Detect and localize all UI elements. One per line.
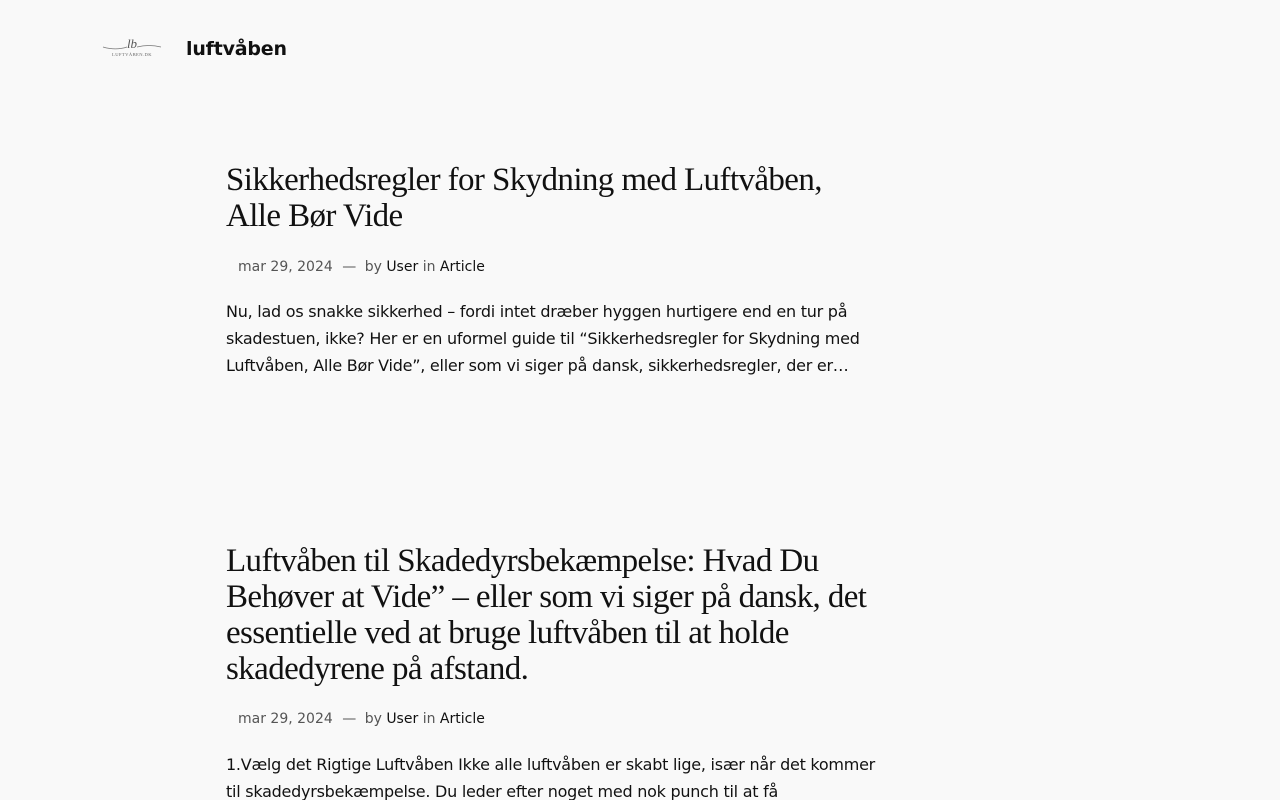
site-header xyxy=(0,0,1280,100)
by-label: by xyxy=(364,711,382,727)
meta-separator: — xyxy=(342,259,357,275)
post-date[interactable]: mar 29, 2024 xyxy=(238,711,333,727)
in-label: in xyxy=(422,259,436,275)
meta-separator: — xyxy=(342,711,357,727)
post-category-link[interactable]: Article xyxy=(439,259,485,275)
by-label: by xyxy=(364,259,382,275)
post-author-link[interactable]: User xyxy=(386,711,419,727)
post-title xyxy=(226,162,876,234)
post-excerpt: 1.Vælg det Rigtige Luftvåben Ikke alle luftvåben er skabt lige, især når det kommer til skadedyrsbekæmpelse. Du leder efter noget med nok punch til at få xyxy=(226,755,875,800)
post-excerpt: Nu, lad os snakke sikkerhed – fordi intet dræber hyggen hurtigere end en tur på skadestuen, ikke? Her er en uformel guide til “Sikkerhedsregler for Skydning med Luftvåben, Alle Bør Vide”, eller som vi siger på dansk, sikkerhedsregler, der er… xyxy=(226,302,860,375)
site-logo[interactable] xyxy=(101,34,163,60)
post-author-link[interactable]: User xyxy=(386,259,419,275)
post-title xyxy=(226,543,876,687)
post-category-link[interactable]: Article xyxy=(439,711,485,727)
post-meta xyxy=(238,257,485,277)
logo-swash-left xyxy=(103,47,127,49)
logo-monogram: lb xyxy=(126,36,138,51)
logo-wordmark: LUFTVÅBEN.DK xyxy=(112,52,152,57)
post-title-link[interactable]: Sikkerhedsregler for Skydning med Luftvåben, Alle Bør Vide xyxy=(226,162,822,234)
site-title[interactable]: luftvåben xyxy=(186,38,287,60)
post-date[interactable]: mar 29, 2024 xyxy=(238,259,333,275)
post-meta xyxy=(238,709,485,729)
in-label: in xyxy=(422,711,436,727)
post-title-link[interactable]: Luftvåben til Skadedyrsbekæmpelse: Hvad Du Behøver at Vide” – eller som vi siger på dansk, det essentielle ved at bruge luftvåben til at holde skadedyrene på afstand. xyxy=(226,543,867,687)
post-item xyxy=(226,162,876,375)
post-item xyxy=(226,543,876,800)
logo-swash-right xyxy=(137,46,161,48)
